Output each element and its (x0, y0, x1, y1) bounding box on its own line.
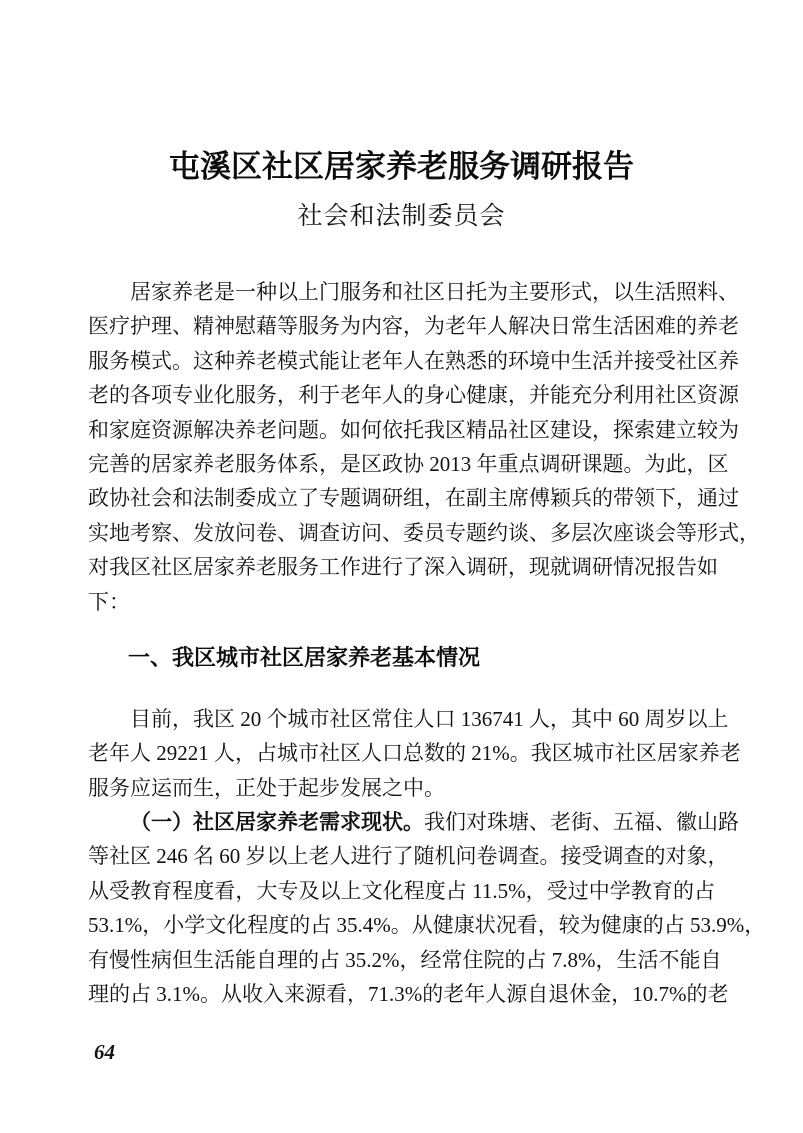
paragraph-intro (88, 275, 760, 619)
text-line: 对我区社区居家养老服务工作进行了深入调研，现就调研情况报告如 (88, 555, 718, 580)
text-line: 53.1%，小学文化程度的占 35.4%。从健康状况看，较为健康的占 53.9%， (88, 913, 766, 938)
text-line: 和家庭资源解决养老问题。如何依托我区精品社区建设，探索建立较为 (88, 417, 739, 442)
text-line: 理的占 3.1%。从收入来源看，71.3%的老年人源自退休金，10.7%的老 (88, 982, 729, 1007)
text-line: 服务模式。这种养老模式能让老年人在熟悉的环境中生活并接受社区养 (88, 348, 739, 373)
text-line: 有慢性病但生活能自理的占 35.2%，经常住院的占 7.8%，生活不能自 (88, 947, 722, 972)
text-line: 老年人 29221 人，占城市社区人口总数的 21%。我区城市社区居家养老 (88, 741, 741, 766)
doc-title: 屯溪区社区居家养老服务调研报告 (169, 149, 634, 184)
text-line: 老的各项专业化服务，利于老年人的身心健康，并能充分利用社区资源 (88, 383, 739, 408)
document-content (88, 148, 766, 1011)
text-line: 完善的居家养老服务体系，是区政协 2013 年重点调研课题。为此，区 (88, 451, 729, 476)
text-line: 服务应运而生，正处于起步发展之中。 (88, 775, 445, 800)
text-line: 等社区 246 名 60 岁以上老人进行了随机问卷调查。接受调查的对象， (88, 844, 729, 869)
section-heading: 一、我区城市社区居家养老基本情况 (128, 644, 481, 670)
doc-subtitle: 社会和法制委员会 (297, 203, 506, 230)
text-line: 政协社会和法制委成立了专题调研组，在副主席傅颖兵的带领下，通过 (88, 486, 739, 511)
text-line: 目前，我区 20 个城市社区常住人口 136741 人，其中 60 周岁以上 (130, 706, 729, 731)
paragraph-overview (88, 702, 741, 805)
text-line: 从受教育程度看，大专及以上文化程度占 11.5%，受过中学教育的占 (88, 878, 715, 903)
bold-lead: （一）社区居家养老需求现状。 (130, 810, 424, 835)
text-line: 下： (88, 589, 130, 614)
paragraph-needs (88, 805, 766, 1011)
page-number: 64 (94, 1040, 115, 1064)
text-line (88, 805, 739, 839)
text-line: 实地考察、发放问卷、调查访问、委员专题约谈、多层次座谈会等形式， (88, 520, 760, 545)
text-line: 医疗护理、精神慰藉等服务为内容，为老年人解决日常生活困难的养老 (88, 314, 739, 339)
text-line: 居家养老是一种以上门服务和社区日托为主要形式，以生活照料、 (130, 280, 739, 304)
lead-rest: 我们对珠塘、老街、五福、徽山路 (424, 810, 739, 835)
